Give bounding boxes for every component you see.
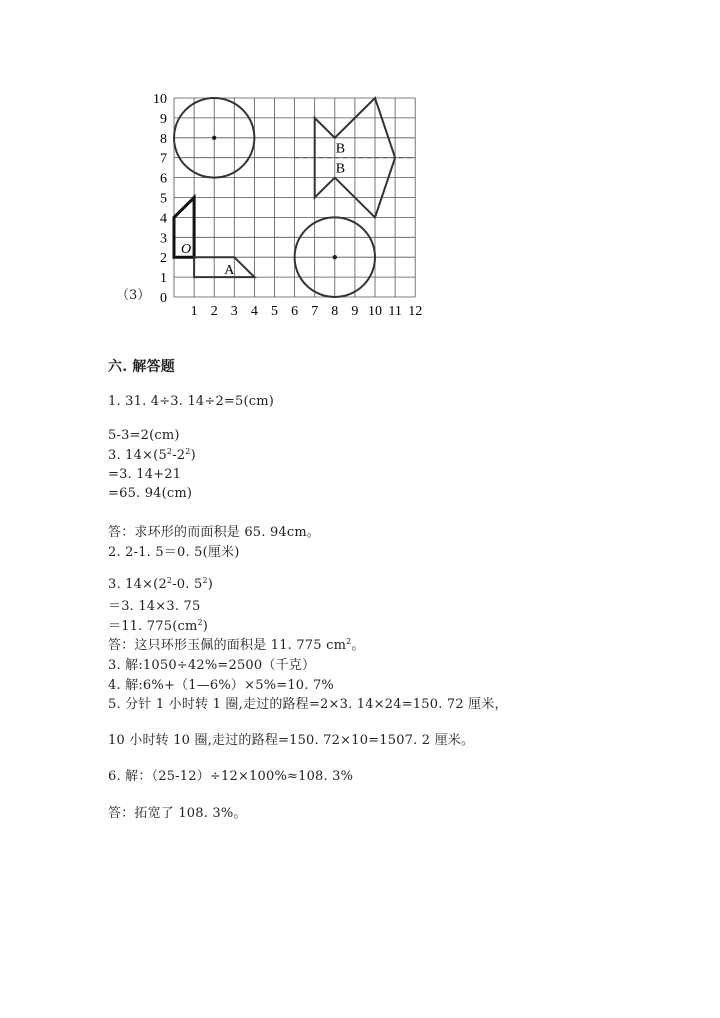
answer-line (108, 394, 274, 409)
line-text: ＝3. 14×3. 75 (108, 599, 201, 614)
x-tick-label: 10 (368, 304, 382, 319)
line-text: 4. 解:6%+（1—6%）×5%=10. 7% (108, 678, 334, 693)
line-text: 答：拓宽了 108. 3%。 (108, 806, 247, 821)
shape-b-label: B (335, 161, 346, 177)
y-tick-label: 5 (160, 191, 167, 207)
y-tick-label: 7 (160, 151, 167, 167)
shape-o-label: O (181, 242, 192, 258)
answer-line (108, 654, 315, 673)
answer-line (108, 486, 192, 501)
x-tick-label: 8 (331, 304, 339, 319)
x-tick-label: 6 (291, 304, 299, 319)
circle-center-dot (333, 255, 337, 259)
shape-a-label: A (224, 263, 235, 279)
answer-line (108, 729, 474, 748)
line-text: =3. 14+21 (108, 467, 182, 482)
line-text: 3. 14×(5 (108, 448, 167, 463)
x-tick-label: 1 (190, 304, 198, 319)
x-tick-label: 7 (311, 304, 319, 319)
line-text: 答：求环形的而面积是 65. 94cm。 (108, 525, 321, 540)
line-text: ) (207, 577, 213, 592)
line-text: 6. 解：（25-12）÷12×100%≈108. 3% (108, 769, 354, 784)
x-tick-label: 2 (210, 304, 218, 319)
y-tick-label: 2 (160, 251, 167, 267)
line-text: 10 小时转 10 圈,走过的路程=150. 72×10=1507. 2 厘米。 (108, 733, 475, 748)
line-text: 3. 解:1050÷42%=2500（千克） (108, 658, 316, 673)
line-text: -2 (172, 448, 186, 463)
line-text: 1. 31. 4÷3. 14÷2=5(cm) (108, 394, 275, 409)
line-text: 3. 14×(2 (108, 577, 167, 592)
answer-line (108, 467, 181, 482)
answer-line (108, 428, 180, 443)
answer-line (108, 674, 334, 693)
figure-label: （3） (116, 288, 151, 303)
x-tick-label: 11 (388, 304, 402, 319)
answer-line (108, 615, 208, 634)
superscript: 2 (166, 447, 173, 456)
answer-line (108, 802, 247, 821)
line-text: 5-3=2(cm) (108, 428, 180, 443)
coordinate-grid-figure (100, 85, 440, 320)
circle-center-dot (212, 136, 216, 140)
superscript: 2 (346, 637, 352, 646)
superscript: 2 (185, 447, 191, 456)
y-tick-label: 6 (160, 171, 167, 187)
line-text: =65. 94(cm) (108, 486, 193, 501)
y-tick-label: 0 (160, 291, 167, 306)
answer-line (108, 576, 213, 592)
x-tick-label: 9 (351, 304, 359, 319)
y-tick-label: 9 (160, 111, 167, 127)
section-title: 六. 解答题 (108, 359, 175, 375)
line-text: ) (202, 619, 209, 634)
line-text: ) (190, 448, 196, 463)
y-tick-label: 3 (160, 231, 167, 247)
x-tick-label: 12 (408, 304, 423, 319)
y-tick-label: 4 (160, 211, 167, 227)
answer-line (108, 447, 196, 463)
line-text: 答：这只环形玉佩的面积是 11. 775 cm (108, 638, 347, 653)
x-tick-label: 5 (271, 304, 278, 319)
answer-line (108, 765, 353, 784)
y-tick-label: 1 (160, 271, 167, 287)
answer-line (108, 521, 320, 540)
superscript: 2 (197, 618, 203, 627)
answer-line (108, 693, 508, 712)
line-text: -0. 5 (172, 577, 203, 592)
x-tick-label: 3 (230, 304, 238, 319)
line-text: 5. 分针 1 小时转 1 圈,走过的路程=2×3. 14×24=150. 72 厘米， (108, 697, 508, 712)
answer-line (108, 634, 365, 653)
line-text: ＝11. 775(cm (108, 619, 198, 634)
answer-line (108, 541, 240, 560)
shape-b-label: B (335, 141, 346, 157)
y-tick-label: 8 (160, 131, 167, 147)
line-text: 2. 2-1. 5＝0. 5(厘米) (108, 545, 240, 560)
superscript: 2 (202, 576, 208, 585)
y-tick-label: 10 (153, 92, 167, 107)
answer-line (108, 595, 200, 614)
line-text: 。 (351, 638, 365, 653)
superscript: 2 (166, 576, 173, 585)
x-tick-label: 4 (250, 304, 258, 319)
